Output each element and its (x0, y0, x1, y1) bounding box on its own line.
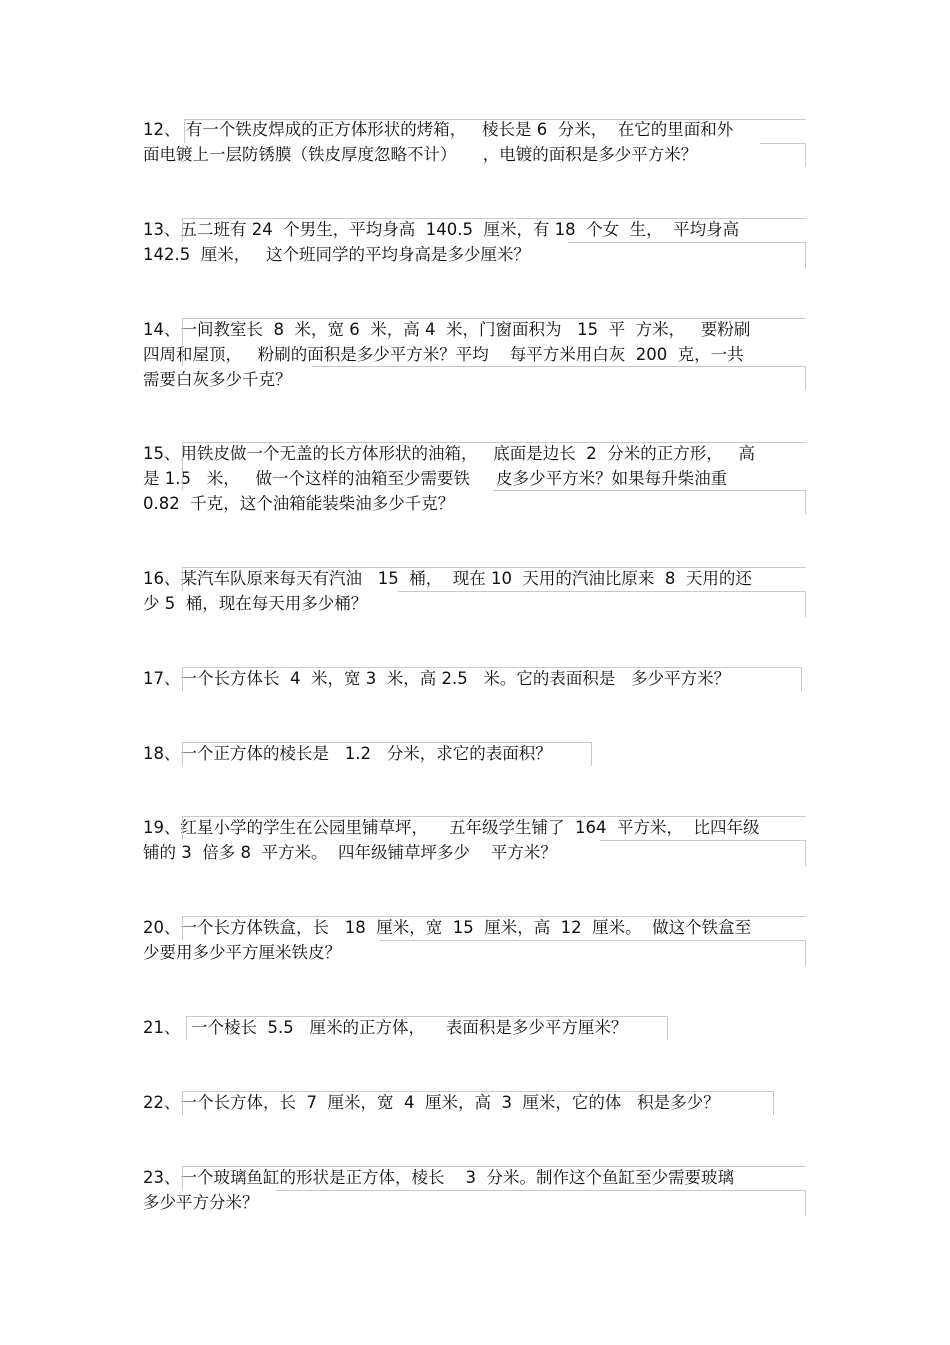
problem-19-line-2: 铺的 3 倍多 8 平方米。 四年级铺草坪多少 平方米？ (143, 843, 557, 862)
problem-13-line-2: 142.5 厘米， 这个班同学的平均身高是多少厘米？ (143, 245, 530, 264)
problem-23-line-2: 多少平方分米？ (143, 1193, 259, 1212)
problem-15 (143, 441, 808, 516)
problem-14 (143, 317, 808, 392)
problem-13 (143, 217, 808, 267)
problem-16-line-2: 少 5 桶，现在每天用多少桶？ (143, 594, 368, 613)
problem-13-line-1: 13、五二班有 24 个男生，平均身高 140.5 厘米，有 18 个女 生， 平均身高 (143, 220, 740, 239)
problem-16 (143, 566, 808, 616)
problem-18-line-1: 18、一个正方体的棱长是 1.2 分米，求它的表面积？ (143, 744, 552, 763)
problem-20-line-2: 少要用多少平方厘米铁皮？ (143, 943, 341, 962)
problem-22 (143, 1090, 808, 1115)
problem-19-line-1: 19、红星小学的学生在公园里铺草坪， 五年级学生铺了 164 平方米， 比四年级 (143, 818, 760, 837)
problem-14-line-1: 14、一间教室长 8 米，宽 6 米，高 4 米，门窗面积为 15 平 方米， 要粉刷 (143, 320, 751, 339)
problem-22-line-1: 22、一个长方体，长 7 厘米，宽 4 厘米，高 3 厘米，它的体 积是多少？ (143, 1093, 720, 1112)
problem-14-line-2: 四周和屋顶， 粉刷的面积是多少平方米？平均 每平方米用白灰 200 克，一共 (143, 345, 744, 364)
problem-20-line-1: 20、一个长方体铁盒，长 18 厘米，宽 15 厘米，高 12 厘米。 做这个铁盒至 (143, 918, 752, 937)
problem-21 (143, 1015, 808, 1040)
problem-12-line-2: 面电镀上一层防锈膜（铁皮厚度忽略不计） ，电镀的面积是多少平方米？ (143, 145, 698, 164)
problem-15-line-1: 15、用铁皮做一个无盖的长方体形状的油箱， 底面是边长 2 分米的正方形， 高 (143, 444, 755, 463)
problem-17-line-1: 17、一个长方体长 4 米，宽 3 米，高 2.5 米。它的表面积是 多少平方米？ (143, 669, 731, 688)
problem-17 (143, 666, 808, 691)
problem-19 (143, 815, 808, 865)
problem-14-line-3: 需要白灰多少千克？ (143, 370, 292, 389)
problem-15-line-2: 是 1.5 米， 做一个这样的油箱至少需要铁 皮多少平方米？如果每升柴油重 (143, 469, 728, 488)
problem-16-line-1: 16、某汽车队原来每天有汽油 15 桶， 现在 10 天用的汽油比原来 8 天用的还 (143, 569, 752, 588)
problem-12-line-1: 12、 有一个铁皮焊成的正方体形状的烤箱， 棱长是 6 分米， 在它的里面和外 (143, 120, 734, 139)
problem-23-line-1: 23、一个玻璃鱼缸的形状是正方体，棱长 3 分米。制作这个鱼缸至少需要玻璃 (143, 1168, 734, 1187)
problem-21-line-1: 21、 一个棱长 5.5 厘米的正方体， 表面积是多少平方厘米？ (143, 1018, 628, 1037)
problem-15-line-3: 0.82 千克，这个油箱能装柴油多少千克？ (143, 494, 455, 513)
problem-12 (143, 117, 808, 167)
problem-20 (143, 915, 808, 965)
problem-23 (143, 1165, 808, 1215)
problem-18 (143, 741, 808, 766)
